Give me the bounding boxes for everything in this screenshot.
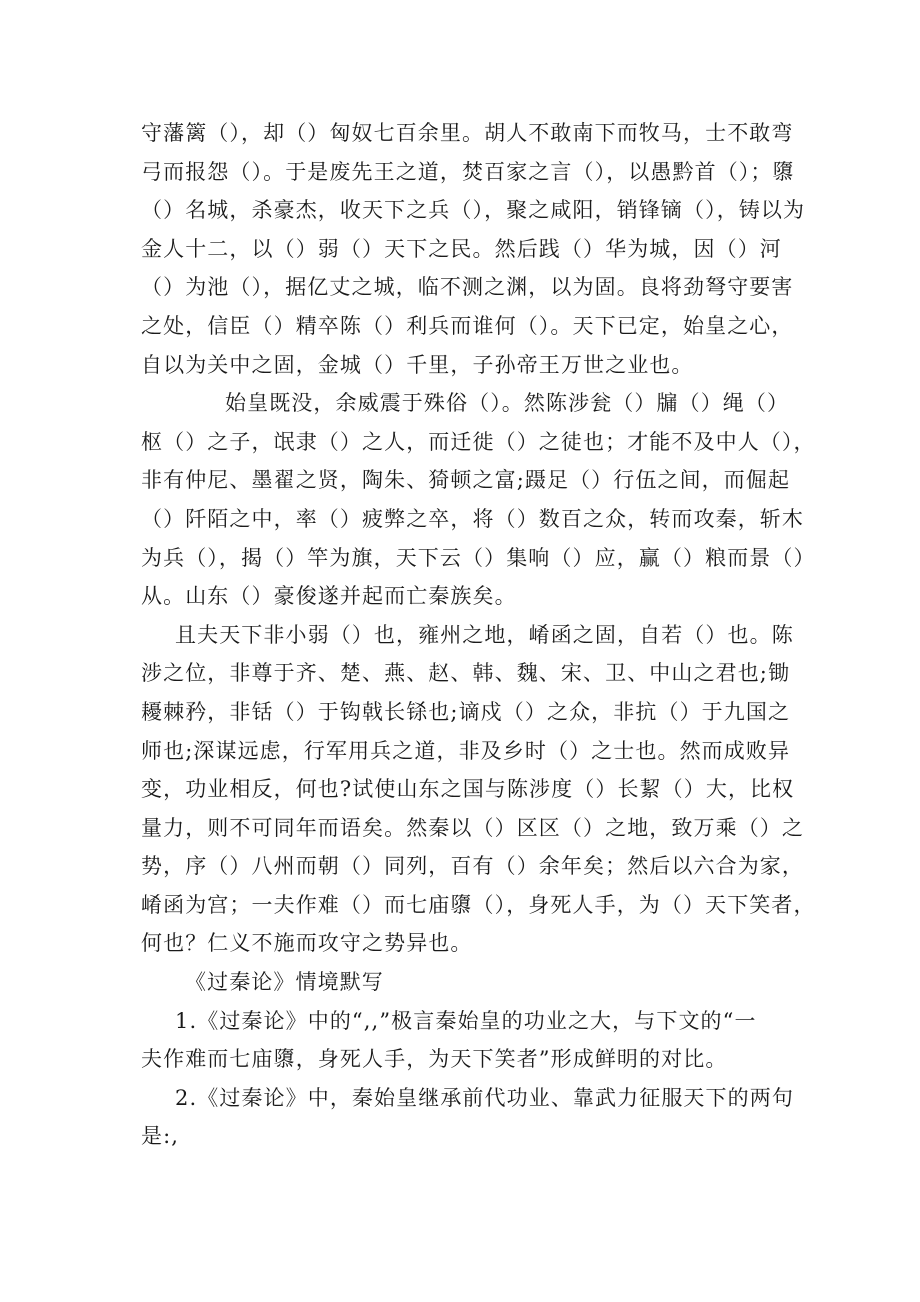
text-line: 师也;深谋远虑，行军用兵之道，非及乡时（）之士也。然而成败异 xyxy=(141,738,791,763)
question-1-line: 1.《过秦论》中的“,,”极言秦始皇的功业之大，与下文的“一 xyxy=(175,1008,757,1033)
paragraph-start-line: 且夫天下非小弱（）也，雍州之地，崤函之固，自若（）也。陈 xyxy=(175,622,794,647)
text-line: 为兵（），揭（）竿为旗，天下云（）集响（）应，赢（）粮而景（） xyxy=(141,545,816,570)
paragraph-start-line: 始皇既没，余威震于殊俗（）。然陈涉瓮（）牖（）绳（） xyxy=(225,391,790,416)
text-line: 之处，信臣（）精卒陈（）利兵而谁何（）。天下已定，始皇之心， xyxy=(141,313,794,338)
text-line: 何也？仁义不施而攻守之势异也。 xyxy=(141,931,473,956)
text-line: 弓而报怨（）。于是废先王之道，焚百家之言（），以愚黔首（）；隳 xyxy=(141,159,795,184)
text-line: 崤函为宫；一夫作难（）而七庙隳（），身死人手，为（）天下笑者， xyxy=(141,892,816,917)
text-line: （）为池（），据亿丈之城，临不测之渊，以为固。良将劲弩守要害 xyxy=(141,275,794,300)
text-line: 耰棘矜，非铦（）于钩戟长铩也;谪戍（）之众，非抗（）于九国之 xyxy=(141,699,791,724)
text-line: 涉之位，非尊于齐、楚、燕、赵、韩、魏、宋、卫、中山之君也;锄 xyxy=(141,661,791,686)
text-line: 枢（）之子，氓隶（）之人，而迁徙（）之徒也；才能不及中人（）， xyxy=(141,429,816,454)
document-body xyxy=(141,114,816,1156)
text-line: 势，序（）八州而朝（）同列，百有（）余年矣；然后以六合为家， xyxy=(141,854,804,879)
text-line: 金人十二，以（）弱（）天下之民。然后践（）华为城，因（）河 xyxy=(141,236,782,261)
text-line: （）阡陌之中，率（）疲弊之卒，将（）数百之众，转而攻秦，斩木 xyxy=(141,506,804,531)
question-2-line: 是:, xyxy=(141,1124,180,1149)
question-2-line: 2.《过秦论》中，秦始皇继承前代功业、靠武力征服天下的两句 xyxy=(175,1085,794,1110)
text-line: 自以为关中之固，金城（）千里，子孙帝王万世之业也。 xyxy=(141,352,694,377)
text-line: 量力，则不可同年而语矣。然秦以（）区区（）之地，致万乘（）之 xyxy=(141,815,804,840)
text-line: 守藩篱（），却（）匈奴七百余里。胡人不敢南下而牧马，士不敢弯 xyxy=(141,121,794,145)
text-line: 非有仲尼、墨翟之贤，陶朱、猗顿之富;蹑足（）行伍之间，而倔起 xyxy=(141,468,791,493)
question-1-line: 夫作难而七庙隳，身死人手，为天下笑者”形成鲜明的对比。 xyxy=(141,1047,728,1072)
text-line: （）名城，杀豪杰，收天下之兵（），聚之咸阳，销锋镝（），铸以为 xyxy=(141,198,806,223)
section-heading: 《过秦论》情境默写 xyxy=(185,970,384,995)
text-line: 从。山东（）豪俊遂并起而亡秦族矣。 xyxy=(141,584,517,609)
text-line: 变，功业相反，何也?试使山东之国与陈涉度（）长絜（）大，比权 xyxy=(141,777,795,802)
